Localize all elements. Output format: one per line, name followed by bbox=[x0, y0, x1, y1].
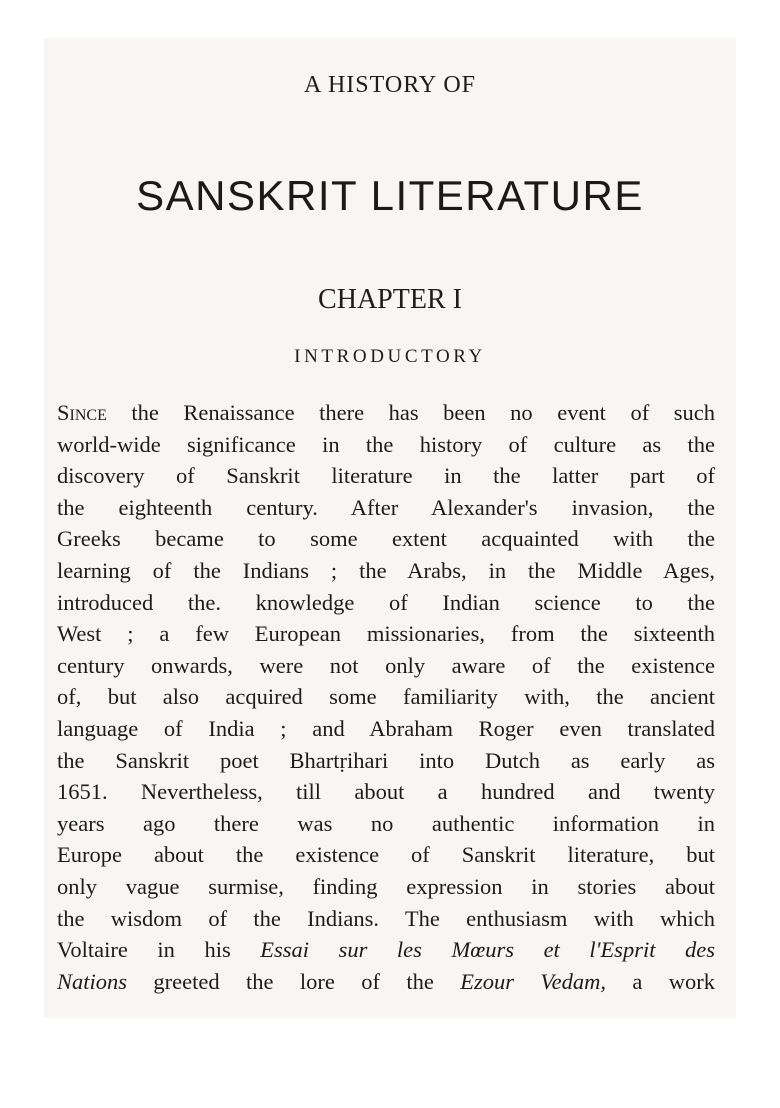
section-heading: INTRODUCTORY bbox=[294, 346, 486, 367]
text-line: the eighteenth century. After Alexander's invasion, the bbox=[57, 494, 715, 520]
line-text: a work bbox=[606, 968, 715, 994]
line-text: Voltaire in his bbox=[57, 937, 261, 963]
book-title: SANSKRIT LITERATURE bbox=[136, 172, 644, 219]
text-line bbox=[57, 934, 715, 966]
text-line: learning of the Indians ; the Arabs, in the Middle Ages, bbox=[57, 557, 715, 583]
text-line: introduced the. knowledge of Indian science to the bbox=[57, 589, 715, 615]
text-line: the wisdom of the Indians. The enthusiasm with which bbox=[57, 905, 715, 931]
running-head: A HISTORY OF bbox=[303, 72, 477, 98]
text-line: West ; a few European missionaries, from the sixteenth bbox=[57, 621, 715, 647]
text-line: century onwards, were not only aware of the existence bbox=[57, 652, 715, 678]
text-line: language of India ; and Abraham Roger even translated bbox=[57, 715, 715, 741]
line-text: the Renaissance there has been no event of such bbox=[106, 400, 715, 425]
drop-word: Since bbox=[57, 400, 107, 425]
chapter-heading: CHAPTER I bbox=[318, 284, 462, 315]
text-line: world-wide significance in the history of culture as the bbox=[57, 431, 715, 457]
text-line: of, but also acquired some familiarity with, the ancient bbox=[57, 684, 715, 710]
text-line: discovery of Sanskrit literature in the latter part of bbox=[57, 463, 715, 489]
text-line: 1651. Nevertheless, till about a hundred and twenty bbox=[57, 779, 715, 805]
text-line: years ago there was no authentic information in bbox=[57, 810, 715, 836]
text-line bbox=[57, 966, 715, 998]
body-paragraph bbox=[57, 397, 715, 997]
italic-title: Ezour Vedam, bbox=[460, 968, 607, 994]
text-line: the Sanskrit poet Bhartṛihari into Dutch as early as bbox=[57, 747, 715, 773]
text-line: Europe about the existence of Sanskrit literature, but bbox=[57, 842, 715, 868]
text-line: Greeks became to some extent acquainted with the bbox=[57, 526, 715, 552]
line-text: greeted the lore of the bbox=[127, 968, 461, 994]
text-line: only vague surmise, finding expression in stories about bbox=[57, 873, 715, 899]
italic-title: Essai sur les Mœurs et l'Esprit des bbox=[260, 937, 715, 963]
text-line bbox=[57, 397, 715, 429]
italic-title: Nations bbox=[57, 968, 128, 994]
